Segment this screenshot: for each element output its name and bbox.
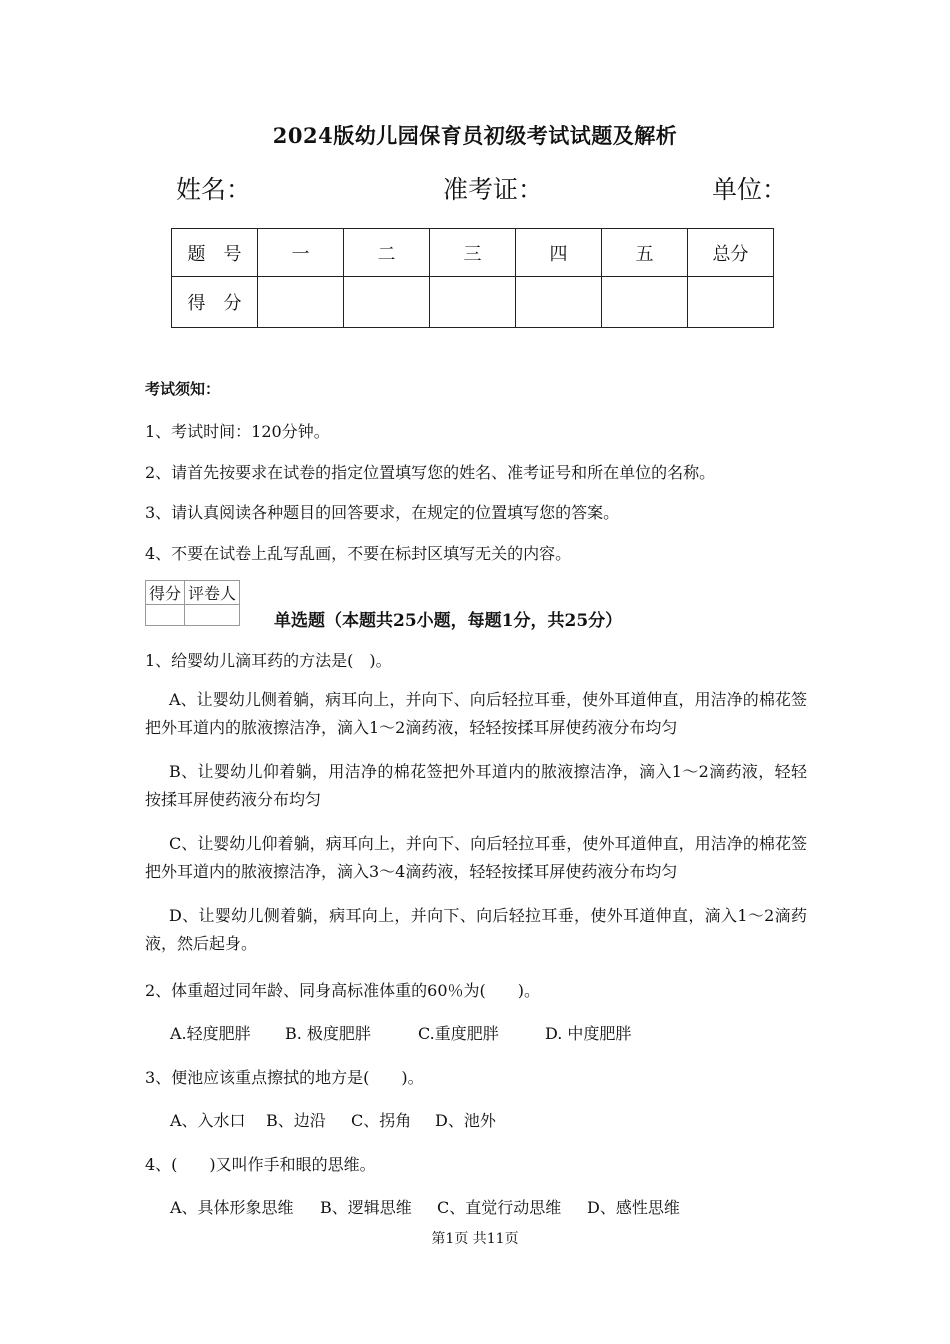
question-3-stem: 3、便池应该重点擦拭的地方是( )。	[145, 1068, 424, 1087]
question-2-options	[170, 1021, 631, 1044]
unit-label: 单位：	[712, 175, 788, 204]
page-title: 2024版幼儿园保育员初级考试试题及解析	[272, 123, 678, 148]
score-row-label: 得 分	[172, 277, 258, 328]
score-header-cell: 四	[516, 229, 602, 277]
question-2-stem: 2、体重超过同年龄、同身高标准体重的60％为( )。	[145, 981, 541, 1000]
option: D、池外	[435, 1111, 496, 1130]
score-table-score-row	[172, 277, 774, 328]
option: B、边沿	[266, 1111, 326, 1130]
score-cell[interactable]	[688, 277, 774, 328]
question-1-stem: 1、给婴幼儿滴耳药的方法是( )。	[145, 651, 392, 670]
score-header-cell: 一	[258, 229, 344, 277]
option: B. 极度肥胖	[285, 1024, 371, 1043]
option: D、感性思维	[587, 1198, 680, 1217]
question-4-stem: 4、( )又叫作手和眼的思维。	[145, 1155, 376, 1174]
option: D. 中度肥胖	[545, 1024, 632, 1043]
question-4-options	[170, 1195, 680, 1218]
option: C、拐角	[351, 1111, 412, 1130]
option: C.重度肥胖	[418, 1024, 499, 1043]
score-table	[171, 228, 774, 328]
notice-item: 3、请认真阅读各种题目的回答要求，在规定的位置填写您的答案。	[145, 503, 620, 522]
question-1-option-d: D、让婴幼儿侧着躺，病耳向上，并向下、向后轻拉耳垂，使外耳道伸直，滴入1～2滴药液，然后起身。	[145, 906, 807, 953]
question-1-option-b: B、让婴幼儿仰着躺，用洁净的棉花签把外耳道内的脓液擦洁净，滴入1～2滴药液，轻轻按揉耳屏使药液分布均匀	[145, 762, 807, 809]
question-3-options	[170, 1108, 496, 1131]
name-label: 姓名：	[176, 175, 252, 204]
notice-item: 2、请首先按要求在试卷的指定位置填写您的姓名、准考证号和所在单位的名称。	[145, 463, 716, 482]
score-table-header-row	[172, 229, 774, 277]
grader-table	[145, 580, 240, 626]
grader-score-label: 得分	[146, 581, 185, 605]
grader-name-label: 评卷人	[185, 581, 240, 605]
score-header-cell: 题 号	[172, 229, 258, 277]
option: C、直觉行动思维	[437, 1198, 562, 1217]
score-cell[interactable]	[602, 277, 688, 328]
section-title: 单选题（本题共25小题，每题1分，共25分）	[274, 611, 623, 631]
score-header-cell: 五	[602, 229, 688, 277]
option: A.轻度肥胖	[170, 1024, 251, 1043]
score-cell[interactable]	[344, 277, 430, 328]
notice-item: 4、不要在试卷上乱写乱画，不要在标封区填写无关的内容。	[145, 544, 572, 563]
score-cell[interactable]	[258, 277, 344, 328]
option: A、具体形象思维	[170, 1198, 294, 1217]
exam-number-label: 准考证：	[443, 175, 544, 204]
question-1-option-c: C、让婴幼儿仰着躺，病耳向上，并向下、向后轻拉耳垂，使外耳道伸直，用洁净的棉花签把外耳道内的脓液擦洁净，滴入3～4滴药液，轻轻按揉耳屏使药液分布均匀	[145, 834, 807, 881]
option: B、逻辑思维	[320, 1198, 412, 1217]
grader-score-cell[interactable]	[146, 605, 185, 626]
score-header-cell: 二	[344, 229, 430, 277]
page-footer: 第1页 共11页	[431, 1231, 519, 1247]
score-cell[interactable]	[516, 277, 602, 328]
score-header-cell: 总分	[688, 229, 774, 277]
notice-heading: 考试须知：	[145, 380, 221, 398]
score-cell[interactable]	[430, 277, 516, 328]
option: A、入水口	[170, 1111, 246, 1130]
grader-name-cell[interactable]	[185, 605, 240, 626]
notice-item: 1、考试时间：120分钟。	[145, 422, 330, 441]
score-header-cell: 三	[430, 229, 516, 277]
question-1-option-a: A、让婴幼儿侧着躺，病耳向上，并向下、向后轻拉耳垂，使外耳道伸直，用洁净的棉花签把外耳道内的脓液擦洁净，滴入1～2滴药液，轻轻按揉耳屏使药液分布均匀	[145, 690, 807, 737]
